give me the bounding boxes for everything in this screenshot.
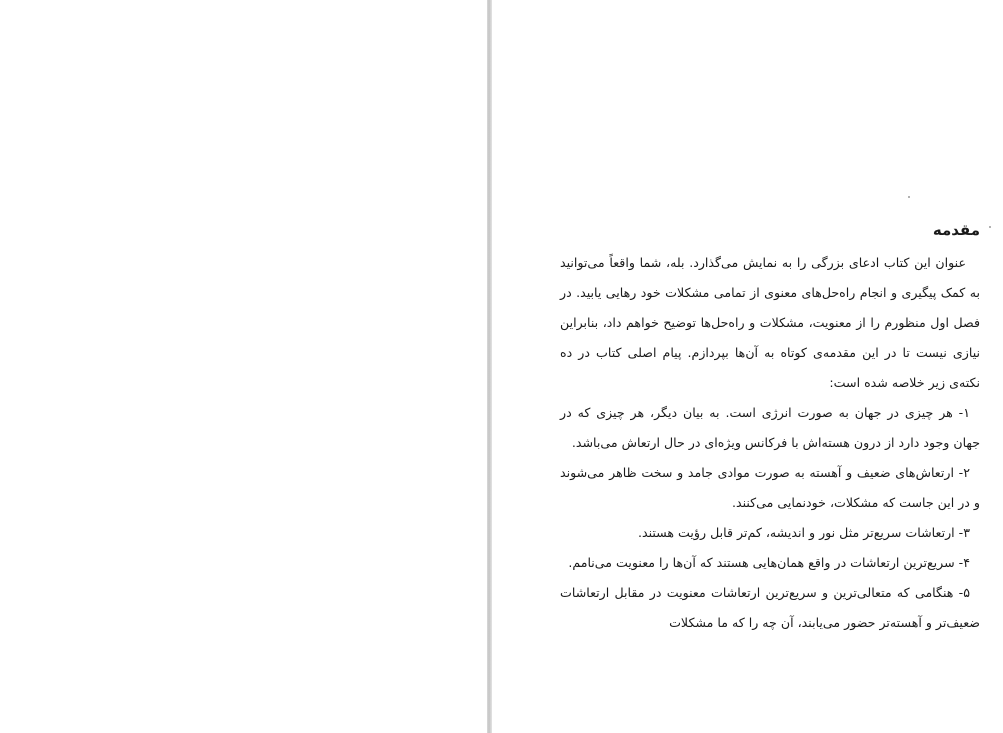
page-content	[560, 218, 980, 638]
right-page	[492, 0, 1003, 733]
intro-paragraph: عنوان این کتاب ادعای بزرگی را به نمایش می‌گذارد. بله، شما واقعاً می‌توانید به کمک پیگیری و انجام راه‌حل‌های معنوی از تمامی مشکلات خود رهایی یابید. در فصل اول منظورم را از معنویت، مشکلات و راه‌حل‌ها توضیح خواهم داد، بنابراین نیازی نیست تا در این مقدمه‌ی کوتاه به آن‌ها بپردازم. پیام اصلی کتاب در ده نکته‌ی زیر خلاصه شده است:	[560, 255, 980, 390]
section-heading: مقدمه	[932, 221, 980, 239]
numbered-point-2: ۲- ارتعاش‌های ضعیف و آهسته به صورت موادی جامد و سخت ظاهر می‌شوند و در این جاست که مشکلات، خودنمایی می‌کنند.	[560, 465, 980, 510]
numbered-point-1: ۱- هر چیزی در جهان به صورت انرژی است. به بیان دیگر، هر چیزی که در جهان وجود دارد از درون هسته‌اش با فرکانس ویژه‌ای در حال ارتعاش می‌باشد.	[560, 405, 980, 450]
numbered-point-5: ۵- هنگامی که متعالی‌ترین و سریع‌ترین ارتعاشات معنویت در مقابل ارتعاشات ضعیف‌تر و آهسته‌تر حضور می‌یابند، آن چه را که ما مشکلات	[560, 585, 980, 630]
numbered-point-3: ۳- ارتعاشات سریع‌تر مثل نور و اندیشه، کم‌تر قابل رؤیت هستند.	[637, 525, 970, 540]
scan-speck	[908, 196, 910, 198]
left-page-blank	[0, 0, 487, 733]
numbered-point-4: ۴- سریع‌ترین ارتعاشات در واقع همان‌هایی هستند که آن‌ها را معنویت می‌نامم.	[568, 555, 970, 570]
scan-speck	[989, 226, 991, 228]
